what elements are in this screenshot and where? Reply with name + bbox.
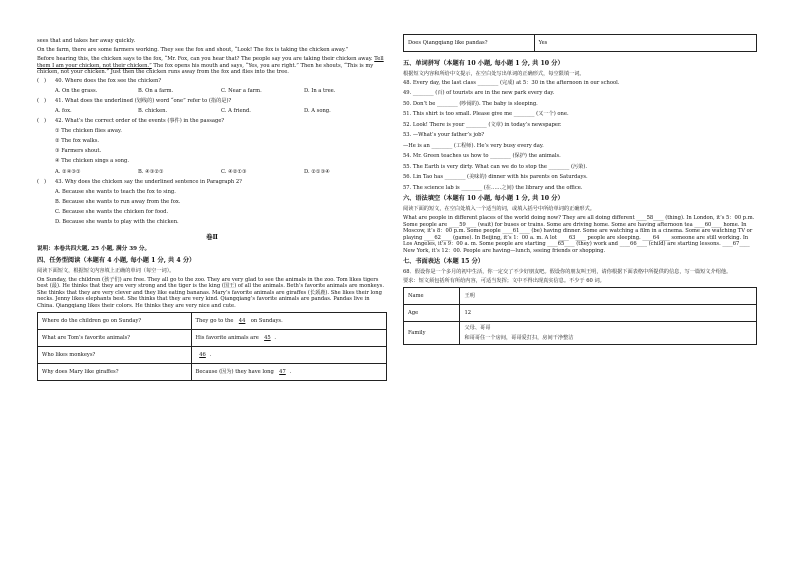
table-question: Where do the children go on Sunday?	[38, 312, 192, 329]
section-7-instructions: 68．假设你是一个多月的初中生活，你一定交了不少好朋友吧。假设你的朋友叫王明，请你根据下面表格中所提供的信息，写一篇短文介绍他。	[403, 268, 732, 275]
task-table-continued	[403, 34, 757, 52]
section-5-instructions: 根据短文内容和所给中文提示，在空白处写出单词的正确形式，每空限填一词。	[403, 70, 585, 77]
info-value: 12	[460, 305, 757, 322]
table-row	[38, 312, 387, 329]
option: D. Because she wants to play with the chicken.	[55, 219, 179, 226]
spelling-item: 52. Look! There is your ________ (文章) in today’s newspaper.	[403, 121, 562, 128]
table-question: What are Tom’s favorite animals?	[38, 329, 192, 346]
section-6-instructions: 阅读下面的短文，在空白处填入一个适当的词，或填入括号中所给单词的正确形式。	[403, 206, 595, 213]
table-question: Does Qiangqiang like pandas?	[404, 35, 535, 52]
part-heading: 卷Ⅱ	[206, 232, 218, 241]
spelling-item: 55. The Earth is very dirty. What can we do to stop the ________ (污染).	[403, 163, 588, 170]
option: B. chicken.	[138, 107, 168, 114]
option: D. A song.	[304, 107, 331, 114]
option: A. fox.	[55, 107, 72, 114]
option: C. A friend.	[221, 107, 251, 114]
answer-blank[interactable]: 45	[264, 334, 271, 341]
option: C. ④②①③	[221, 168, 247, 175]
question-41-options	[37, 108, 387, 115]
option: D. In a tree.	[304, 87, 336, 94]
info-key: Name	[404, 288, 460, 305]
spelling-item: 57. The science lab is ________ (在……之间) the library and the office.	[403, 184, 583, 191]
option: A. ②④③①	[55, 168, 81, 175]
passage-line: sees that and takes her away quickly.	[37, 38, 136, 44]
table-row	[38, 329, 387, 346]
info-value	[460, 322, 757, 345]
info-table	[403, 287, 757, 345]
section-7-requirements: 要求：短文须包括所有所给内容，可适当发挥；文中不得出现真实信息。不少于 60 词。	[403, 278, 605, 285]
section-7-title: 七、书面表达（本题 15 分）	[403, 258, 484, 266]
option: D. ②①③④	[304, 168, 330, 175]
section-4-passage: On Sunday, the children (孩子们) are free. They all go to the zoo. They are very glad to see the animals in the zoo. Tom likes tigers best (最). He thinks that they are very strong and the tiger is the king (国王) of all the animals. Beth’s favorite animals are monkeys. She thinks that they are very clever and they like eating bananas. Mary’s favorite animals are giraffes (长颈鹿). She likes their long necks. Jenny likes elephants best. She thinks that they are very kind. Qiangqiang’s favorite animals are pandas. Pandas live in China. Qiangqiang likes their colors. He thinks they are very nice and cute.	[37, 276, 384, 309]
info-key: Age	[404, 305, 460, 322]
info-line: 和哥哥住一个房间，哥哥爱打扫，房间干净整洁	[464, 334, 574, 341]
section-6-title: 六、语法填空（本题有 10 小题, 每小题 1 分, 共 10 分）	[403, 195, 564, 203]
option: A. Because she wants to teach the fox to sing.	[55, 188, 176, 195]
passage-line: Before hearing this, the chicken says to the fox, “Mr. Fox, can you hear that? The people say you are taking their chicken away. Tell them I am your chicken, not their chicken.” The fox opens his mouth and says, “Yes, you are right.” Then he shouts, “This is my chicken, not your chicken.” Just then the chicken runs away from the fox and flies into the tree.	[37, 56, 384, 76]
answer-blank[interactable]: 47	[279, 368, 286, 375]
table-answer: Because (因为) they have long 47 .	[191, 363, 386, 380]
part-note: 说明：本卷共四大题, 25 小题, 满分 39 分。	[37, 245, 151, 252]
passage-line: On the farm, there are some farmers working. They see the fox and shout, “Look! The fox is taking the chicken away.”	[37, 47, 349, 54]
info-line: 父母、哥哥	[464, 325, 491, 332]
option: C. Near a farm.	[221, 87, 262, 94]
task-table	[37, 312, 387, 381]
spelling-item: 53. —What’s your father’s job?	[403, 132, 485, 139]
table-question: Who likes monkeys?	[38, 346, 192, 363]
table-row	[38, 346, 387, 363]
table-answer: Yes	[534, 35, 756, 52]
spelling-item: 50. Don’t be ________ (吵闹的). The baby is sleeping.	[403, 100, 538, 107]
table-row	[404, 288, 757, 305]
question-40-options	[37, 88, 387, 95]
spelling-item: 49. ________ (百) of tourists are in the new park every day.	[403, 90, 555, 97]
question-41: ( ) 41. What does the underlined (划线的) word “one” refer to (指的是)?	[37, 98, 232, 105]
option: C. Because she wants the chicken for food.	[55, 209, 169, 216]
spelling-item: 56. Lin Tao has ________ (美味的) dinner with his parents on Saturdays.	[403, 174, 588, 181]
table-row	[404, 35, 757, 52]
question-42: ( ) 42. What’s the correct order of the events (事件) in the passage?	[37, 117, 225, 124]
event-item: ③ Farmers shout.	[55, 148, 102, 155]
option: B. On a farm.	[138, 87, 174, 94]
right-column	[403, 34, 757, 345]
section-4-instructions: 阅读下面短文，根据短文内容填上正确的单词（每空一词）。	[37, 267, 175, 274]
option: A. On the grass.	[55, 87, 98, 94]
table-row	[404, 305, 757, 322]
question-40: ( ) 40. Where does the fox see the chicken?	[37, 78, 162, 85]
answer-blank[interactable]: 46	[199, 351, 206, 358]
section-4-title: 四、任务型阅读（本题有 4 小题, 每小题 1 分, 共 4 分）	[37, 256, 196, 264]
underlined-sentence: Tell them I am your chicken, not their chicken.”	[37, 56, 384, 69]
option: B. Because she wants to run away from the fox.	[55, 198, 181, 205]
event-item: ② The fox walks.	[55, 137, 100, 144]
question-43: ( ) 43. Why does the chicken say the underlined sentence in Paragraph 2?	[37, 178, 242, 185]
event-item: ① The chicken flies away.	[55, 127, 122, 134]
table-answer: They go to the 44 on Sundays.	[191, 312, 386, 329]
spelling-item: 51. This shirt is too small. Please give me ________ (又一个) one.	[403, 111, 569, 118]
table-row	[404, 322, 757, 345]
answer-blank[interactable]: 44	[238, 317, 246, 324]
spelling-item: 54. Mr. Green teaches us how to ________ (保护) the animals.	[403, 153, 561, 160]
table-row	[38, 363, 387, 380]
spelling-item: —He is an ________ (工程师). He’s very busy every day.	[403, 142, 544, 149]
event-item: ④ The chicken sings a song.	[55, 158, 129, 165]
spelling-item: 48. Every day, the last class ________ (完成) at 5：30 in the afternoon in our school.	[403, 79, 620, 86]
left-column	[37, 38, 387, 381]
info-key: Family	[404, 322, 460, 345]
table-answer: His favorite animals are 45 .	[191, 329, 386, 346]
section-5-title: 五、单词拼写（本题有 10 小题, 每小题 1 分, 共 10 分）	[403, 60, 564, 67]
option: B. ④③②①	[138, 168, 164, 175]
info-value: 王明	[460, 288, 757, 305]
table-answer: 46 .	[191, 346, 386, 363]
section-6-passage: What are people in different places of the world doing now? They are all doing different ____58____ (thing). In London, it’s 5：00 p.m. Some people are ____59____ (wait) for buses or trains. Some are driving home. Some are having afternoon tea ____60____ home. In Moscow, it’s 8：00 p.m. Some people ____61____ (be) having dinner. Some are watching a film in a cinema. Some are watching TV or playing ____62____ (game). In Beijing, it’s 1：00 a. m. A lot ____63____ people are sleeping. ____64____ someone are still working. In Los Angeles, it’s 9：00 a. m. Some people are starting ____65____ (they) work and ____66____ (child) are starting lessons. ____67____ New York, it’s 12：00. People are having—lunch, seeing friends or shopping.	[403, 215, 755, 254]
question-42-options	[37, 169, 387, 176]
table-question: Why does Mary like giraffes?	[38, 363, 192, 380]
